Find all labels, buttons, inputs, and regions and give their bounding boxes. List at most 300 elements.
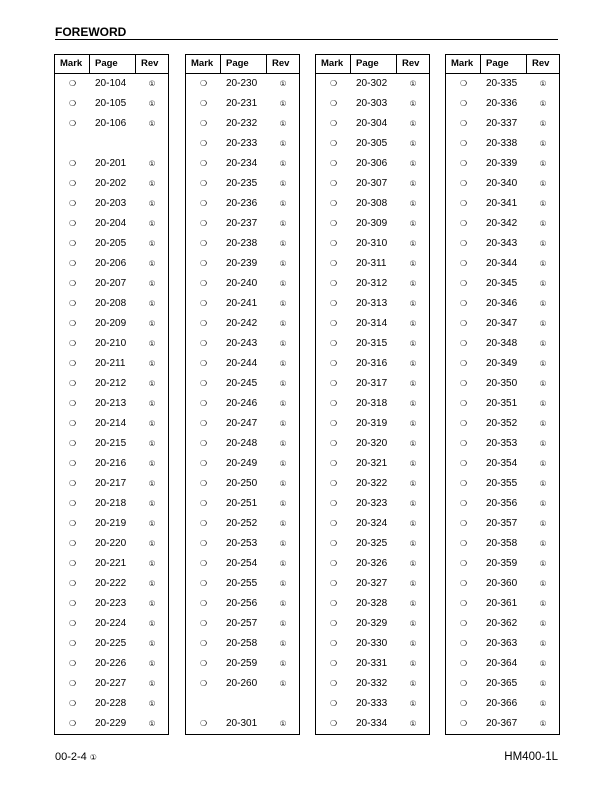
table-row xyxy=(186,214,299,234)
page-number-cell: 20-257 xyxy=(226,618,258,629)
mark-circle-icon: ❍ xyxy=(68,359,77,368)
revision-indicator: ① xyxy=(539,219,547,228)
page-number-cell: 20-345 xyxy=(486,278,518,289)
mark-circle-icon: ❍ xyxy=(459,519,468,528)
page-number-cell: 20-218 xyxy=(95,498,127,509)
mark-circle-icon: ❍ xyxy=(329,719,338,728)
mark-circle-icon: ❍ xyxy=(459,219,468,228)
revision-indicator: ① xyxy=(279,639,287,648)
revision-indicator: ① xyxy=(539,639,547,648)
mark-circle-icon: ❍ xyxy=(199,439,208,448)
revision-indicator: ① xyxy=(539,159,547,168)
page-number-cell: 20-314 xyxy=(356,318,388,329)
revision-indicator: ① xyxy=(409,299,417,308)
table-header-row xyxy=(316,55,429,74)
revision-indicator: ① xyxy=(148,159,156,168)
mark-circle-icon: ❍ xyxy=(459,499,468,508)
page-number-cell: 20-202 xyxy=(95,178,127,189)
page-number-cell: 20-203 xyxy=(95,198,127,209)
revision-indicator: ① xyxy=(279,539,287,548)
page-number-cell: 20-236 xyxy=(226,198,258,209)
mark-circle-icon: ❍ xyxy=(329,619,338,628)
mark-circle-icon: ❍ xyxy=(329,559,338,568)
mark-circle-icon: ❍ xyxy=(68,299,77,308)
page-number-cell: 20-238 xyxy=(226,238,258,249)
revision-indicator: ① xyxy=(409,399,417,408)
page-number-cell: 20-260 xyxy=(226,678,258,689)
revision-indicator: ① xyxy=(409,579,417,588)
mark-circle-icon: ❍ xyxy=(199,519,208,528)
mark-circle-icon: ❍ xyxy=(459,399,468,408)
mark-circle-icon: ❍ xyxy=(68,199,77,208)
mark-circle-icon xyxy=(186,694,221,714)
mark-circle-icon: ❍ xyxy=(199,119,208,128)
page-number-cell: 20-349 xyxy=(486,358,518,369)
table-row xyxy=(316,294,429,314)
page-number-cell: 20-246 xyxy=(226,398,258,409)
table-row xyxy=(55,434,168,454)
column-header-page: Page xyxy=(90,55,136,73)
page-number-cell: 20-216 xyxy=(95,458,127,469)
page-number-cell: 20-360 xyxy=(486,578,518,589)
revision-indicator: ① xyxy=(148,659,156,668)
page-number-cell: 20-321 xyxy=(356,458,388,469)
table-row xyxy=(446,654,559,674)
page-number-cell: 20-207 xyxy=(95,278,127,289)
mark-circle-icon: ❍ xyxy=(459,239,468,248)
revision-table xyxy=(54,54,169,735)
mark-circle-icon: ❍ xyxy=(459,619,468,628)
page-number-cell: 20-227 xyxy=(95,678,127,689)
page-number-cell: 20-335 xyxy=(486,78,518,89)
revision-indicator: ① xyxy=(409,499,417,508)
footer-model: HM400-1L xyxy=(504,751,558,763)
mark-circle-icon: ❍ xyxy=(459,119,468,128)
mark-circle-icon: ❍ xyxy=(329,339,338,348)
table-row xyxy=(446,334,559,354)
table-row xyxy=(55,634,168,654)
mark-circle-icon: ❍ xyxy=(199,459,208,468)
page-number-cell: 20-248 xyxy=(226,438,258,449)
revision-indicator: ① xyxy=(539,79,547,88)
mark-circle-icon: ❍ xyxy=(68,239,77,248)
table-row xyxy=(446,314,559,334)
page-number-cell: 20-346 xyxy=(486,298,518,309)
table-row xyxy=(446,714,559,734)
mark-circle-icon: ❍ xyxy=(68,79,77,88)
mark-circle-icon: ❍ xyxy=(68,499,77,508)
table-row xyxy=(446,294,559,314)
revision-indicator: ① xyxy=(539,279,547,288)
table-row xyxy=(316,214,429,234)
table-row xyxy=(186,134,299,154)
revision-indicator: ① xyxy=(148,99,156,108)
revision-indicator: ① xyxy=(279,299,287,308)
mark-circle-icon: ❍ xyxy=(329,519,338,528)
page-number-cell: 20-329 xyxy=(356,618,388,629)
page-number-cell: 20-320 xyxy=(356,438,388,449)
table-row xyxy=(55,174,168,194)
revision-indicator: ① xyxy=(148,179,156,188)
revision-indicator: ① xyxy=(279,379,287,388)
page-number-cell xyxy=(221,694,267,714)
mark-circle-icon: ❍ xyxy=(459,339,468,348)
page-number-cell: 20-255 xyxy=(226,578,258,589)
revision-table xyxy=(445,54,560,735)
table-row xyxy=(186,194,299,214)
table-row xyxy=(446,554,559,574)
mark-circle-icon: ❍ xyxy=(68,599,77,608)
page-number-cell: 20-233 xyxy=(226,138,258,149)
revision-indicator: ① xyxy=(279,459,287,468)
table-row xyxy=(55,494,168,514)
table-row xyxy=(186,654,299,674)
mark-circle-icon: ❍ xyxy=(329,239,338,248)
mark-circle-icon: ❍ xyxy=(329,219,338,228)
table-row xyxy=(316,634,429,654)
mark-circle-icon: ❍ xyxy=(199,79,208,88)
page-number-cell: 20-363 xyxy=(486,638,518,649)
table-row xyxy=(186,374,299,394)
table-row xyxy=(55,214,168,234)
table-row xyxy=(186,634,299,654)
revision-indicator xyxy=(267,694,299,714)
page-number-cell: 20-334 xyxy=(356,718,388,729)
mark-circle-icon: ❍ xyxy=(329,659,338,668)
mark-circle-icon: ❍ xyxy=(199,319,208,328)
revision-indicator: ① xyxy=(409,199,417,208)
revision-indicator: ① xyxy=(148,299,156,308)
page-number-cell: 20-245 xyxy=(226,378,258,389)
table-row xyxy=(186,514,299,534)
page-number-cell: 20-231 xyxy=(226,98,258,109)
page-number-cell: 20-361 xyxy=(486,598,518,609)
table-row xyxy=(55,614,168,634)
footer-revision-mark: ① xyxy=(89,753,97,762)
page-number-cell: 20-338 xyxy=(486,138,518,149)
revision-indicator: ① xyxy=(148,339,156,348)
table-row xyxy=(316,454,429,474)
mark-circle-icon: ❍ xyxy=(68,119,77,128)
mark-circle-icon: ❍ xyxy=(199,579,208,588)
table-row xyxy=(186,594,299,614)
revision-indicator: ① xyxy=(409,659,417,668)
revision-indicator: ① xyxy=(148,399,156,408)
mark-circle-icon: ❍ xyxy=(329,639,338,648)
mark-circle-icon: ❍ xyxy=(329,299,338,308)
table-row xyxy=(316,434,429,454)
revision-indicator: ① xyxy=(409,679,417,688)
mark-circle-icon: ❍ xyxy=(459,579,468,588)
revision-indicator: ① xyxy=(539,499,547,508)
table-row xyxy=(186,274,299,294)
mark-circle-icon: ❍ xyxy=(68,699,77,708)
revision-indicator: ① xyxy=(539,299,547,308)
page-number-cell: 20-243 xyxy=(226,338,258,349)
revision-indicator: ① xyxy=(409,179,417,188)
revision-indicator: ① xyxy=(539,359,547,368)
revision-indicator: ① xyxy=(409,159,417,168)
revision-indicator: ① xyxy=(539,319,547,328)
table-row xyxy=(316,154,429,174)
mark-circle-icon: ❍ xyxy=(459,359,468,368)
revision-indicator: ① xyxy=(409,599,417,608)
revision-indicator: ① xyxy=(409,699,417,708)
mark-circle-icon: ❍ xyxy=(68,579,77,588)
page-number-cell: 20-341 xyxy=(486,198,518,209)
mark-circle-icon: ❍ xyxy=(329,199,338,208)
mark-circle-icon: ❍ xyxy=(459,199,468,208)
table-row xyxy=(446,114,559,134)
mark-circle-icon: ❍ xyxy=(199,479,208,488)
table-row xyxy=(316,674,429,694)
table-row xyxy=(446,394,559,414)
page-number-cell: 20-344 xyxy=(486,258,518,269)
revision-indicator: ① xyxy=(539,419,547,428)
revision-indicator: ① xyxy=(279,679,287,688)
revision-indicator: ① xyxy=(539,559,547,568)
revision-indicator: ① xyxy=(409,539,417,548)
page-number-cell: 20-241 xyxy=(226,298,258,309)
page-number-cell: 20-212 xyxy=(95,378,127,389)
mark-circle-icon: ❍ xyxy=(329,159,338,168)
table-row xyxy=(446,474,559,494)
table-row xyxy=(186,434,299,454)
mark-circle-icon: ❍ xyxy=(329,479,338,488)
revision-indicator: ① xyxy=(409,439,417,448)
revision-indicator: ① xyxy=(539,199,547,208)
mark-circle-icon: ❍ xyxy=(68,679,77,688)
table-row xyxy=(316,314,429,334)
revision-indicator: ① xyxy=(148,219,156,228)
table-row xyxy=(55,574,168,594)
table-row xyxy=(316,694,429,714)
mark-circle-icon: ❍ xyxy=(329,399,338,408)
page-number-cell: 20-210 xyxy=(95,338,127,349)
revision-indicator: ① xyxy=(409,119,417,128)
mark-circle-icon: ❍ xyxy=(459,679,468,688)
page-number-cell: 20-306 xyxy=(356,158,388,169)
table-row xyxy=(55,314,168,334)
table-row xyxy=(446,694,559,714)
mark-circle-icon: ❍ xyxy=(199,679,208,688)
revision-indicator: ① xyxy=(539,719,547,728)
revision-indicator: ① xyxy=(409,359,417,368)
table-row xyxy=(316,554,429,574)
table-row xyxy=(55,374,168,394)
column-header-mark: Mark xyxy=(446,55,481,73)
page-number-cell: 20-359 xyxy=(486,558,518,569)
mark-circle-icon: ❍ xyxy=(459,479,468,488)
table-row xyxy=(446,534,559,554)
mark-circle-icon: ❍ xyxy=(329,319,338,328)
page-number-cell: 20-317 xyxy=(356,378,388,389)
mark-circle-icon: ❍ xyxy=(68,439,77,448)
page-number-cell: 20-251 xyxy=(226,498,258,509)
mark-circle-icon: ❍ xyxy=(329,99,338,108)
mark-circle-icon: ❍ xyxy=(199,339,208,348)
revision-indicator: ① xyxy=(409,219,417,228)
table-row xyxy=(446,354,559,374)
revision-indicator: ① xyxy=(148,719,156,728)
mark-circle-icon: ❍ xyxy=(329,699,338,708)
page-number-cell: 20-219 xyxy=(95,518,127,529)
table-row xyxy=(446,514,559,534)
page-number-cell: 20-357 xyxy=(486,518,518,529)
mark-circle-icon: ❍ xyxy=(459,659,468,668)
table-row xyxy=(186,234,299,254)
page-number-cell: 20-356 xyxy=(486,498,518,509)
revision-indicator: ① xyxy=(409,379,417,388)
page-number-cell: 20-232 xyxy=(226,118,258,129)
table-row xyxy=(186,554,299,574)
table-row xyxy=(316,334,429,354)
table-row xyxy=(55,254,168,274)
page-number-cell: 20-208 xyxy=(95,298,127,309)
mark-circle-icon: ❍ xyxy=(459,319,468,328)
table-row xyxy=(316,534,429,554)
revision-indicator: ① xyxy=(539,179,547,188)
title-rule xyxy=(55,39,558,40)
revision-indicator: ① xyxy=(409,259,417,268)
page-number-cell: 20-105 xyxy=(95,98,127,109)
revision-indicator: ① xyxy=(279,499,287,508)
column-header-rev: Rev xyxy=(272,58,290,69)
table-row xyxy=(55,594,168,614)
revision-indicator: ① xyxy=(148,599,156,608)
page-number-cell: 20-328 xyxy=(356,598,388,609)
revision-indicator: ① xyxy=(279,719,287,728)
mark-circle-icon: ❍ xyxy=(68,319,77,328)
table-row xyxy=(55,714,168,734)
mark-circle-icon: ❍ xyxy=(459,99,468,108)
table-row xyxy=(186,534,299,554)
table-row xyxy=(446,494,559,514)
revision-table xyxy=(185,54,300,735)
table-row xyxy=(316,174,429,194)
revision-indicator: ① xyxy=(148,259,156,268)
revision-indicator: ① xyxy=(409,619,417,628)
table-row xyxy=(316,594,429,614)
revision-indicator: ① xyxy=(279,199,287,208)
revision-indicator: ① xyxy=(279,139,287,148)
revision-indicator: ① xyxy=(539,399,547,408)
mark-circle-icon: ❍ xyxy=(329,439,338,448)
mark-circle-icon: ❍ xyxy=(199,239,208,248)
table-row xyxy=(316,254,429,274)
revision-indicator: ① xyxy=(148,579,156,588)
revision-indicator: ① xyxy=(148,199,156,208)
revision-indicator: ① xyxy=(279,219,287,228)
revision-indicator: ① xyxy=(279,439,287,448)
page-number-cell: 20-221 xyxy=(95,558,127,569)
page-number-cell: 20-206 xyxy=(95,258,127,269)
revision-indicator: ① xyxy=(279,159,287,168)
revision-indicator: ① xyxy=(148,319,156,328)
page-number-cell: 20-104 xyxy=(95,78,127,89)
revision-indicator: ① xyxy=(539,599,547,608)
section-title: FOREWORD xyxy=(55,25,127,39)
revision-indicator: ① xyxy=(409,99,417,108)
column-header-mark: Mark xyxy=(186,55,221,73)
table-row xyxy=(186,254,299,274)
mark-circle-icon: ❍ xyxy=(329,579,338,588)
table-row xyxy=(55,294,168,314)
revision-indicator: ① xyxy=(409,319,417,328)
column-header-page: Page xyxy=(481,55,527,73)
page-number-cell: 20-211 xyxy=(95,358,126,369)
mark-circle-icon: ❍ xyxy=(68,399,77,408)
table-row xyxy=(186,154,299,174)
table-row xyxy=(55,554,168,574)
table-row xyxy=(55,114,168,134)
mark-circle-icon: ❍ xyxy=(459,719,468,728)
mark-circle-icon: ❍ xyxy=(68,259,77,268)
revision-indicator: ① xyxy=(409,559,417,568)
revision-indicator: ① xyxy=(279,519,287,528)
mark-circle-icon: ❍ xyxy=(329,119,338,128)
revision-indicator: ① xyxy=(539,539,547,548)
table-row xyxy=(186,414,299,434)
mark-circle-icon: ❍ xyxy=(329,379,338,388)
table-row xyxy=(186,674,299,694)
table-row xyxy=(316,94,429,114)
page-number-cell: 20-343 xyxy=(486,238,518,249)
revision-indicator: ① xyxy=(148,639,156,648)
revision-indicator: ① xyxy=(148,559,156,568)
revision-indicator: ① xyxy=(279,359,287,368)
mark-circle-icon: ❍ xyxy=(199,279,208,288)
table-row xyxy=(446,574,559,594)
table-row xyxy=(316,474,429,494)
table-row xyxy=(186,314,299,334)
revision-indicator: ① xyxy=(279,479,287,488)
page-number-cell: 20-259 xyxy=(226,658,258,669)
mark-circle-icon: ❍ xyxy=(459,539,468,548)
page-number-cell: 20-333 xyxy=(356,698,388,709)
revision-indicator: ① xyxy=(539,579,547,588)
page-number-cell: 20-222 xyxy=(95,578,127,589)
page-number-cell: 20-214 xyxy=(95,418,127,429)
mark-circle-icon: ❍ xyxy=(199,159,208,168)
revision-indicator: ① xyxy=(539,459,547,468)
mark-circle-icon: ❍ xyxy=(68,339,77,348)
revision-indicator: ① xyxy=(279,339,287,348)
revision-indicator: ① xyxy=(148,119,156,128)
revision-indicator: ① xyxy=(148,79,156,88)
revision-indicator: ① xyxy=(409,339,417,348)
mark-circle-icon: ❍ xyxy=(68,219,77,228)
column-header-rev: Rev xyxy=(141,58,159,69)
mark-circle-icon: ❍ xyxy=(68,479,77,488)
page-number-cell: 20-230 xyxy=(226,78,258,89)
revision-indicator: ① xyxy=(148,499,156,508)
mark-circle-icon: ❍ xyxy=(329,499,338,508)
mark-circle-icon: ❍ xyxy=(329,139,338,148)
footer-page-number xyxy=(55,750,97,765)
page-number-cell: 20-322 xyxy=(356,478,388,489)
table-row xyxy=(316,514,429,534)
revision-indicator xyxy=(136,134,168,154)
table-row xyxy=(446,634,559,654)
page-number-cell: 20-237 xyxy=(226,218,258,229)
table-row xyxy=(446,134,559,154)
page-number-cell: 20-330 xyxy=(356,638,388,649)
mark-circle-icon: ❍ xyxy=(459,299,468,308)
revision-indicator: ① xyxy=(409,479,417,488)
page-number-cell: 20-302 xyxy=(356,78,388,89)
revision-table xyxy=(315,54,430,735)
